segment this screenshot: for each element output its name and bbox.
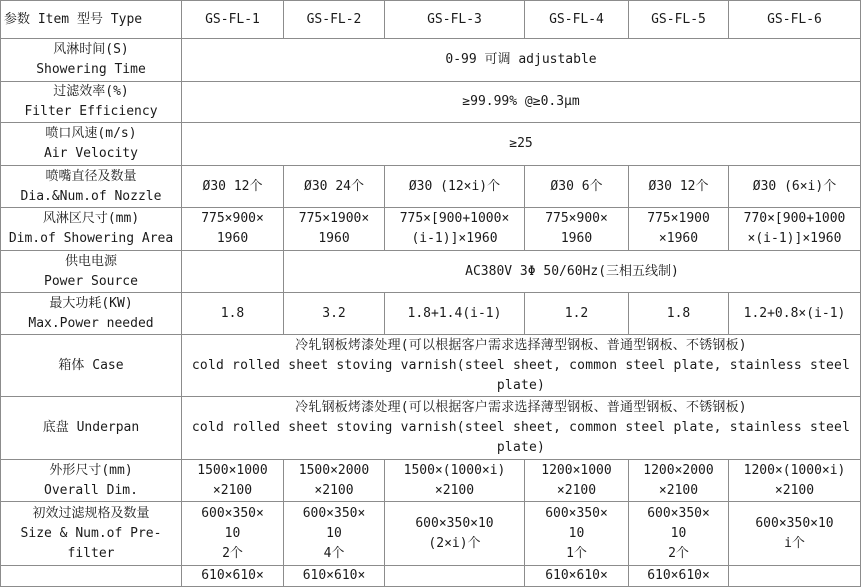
line: (i-1)]×1960: [411, 231, 498, 246]
row-air-velocity: [1, 123, 861, 166]
label-en: Dia.&Num.of Nozzle: [20, 188, 162, 204]
row-case: [1, 335, 861, 397]
line: 10: [224, 525, 241, 541]
label-cn: 最大功耗(KW): [49, 295, 133, 311]
param-header-cell: 参数 Item 型号 Type: [1, 1, 182, 39]
partial-cell-3: [385, 566, 525, 587]
row-power-source: [1, 251, 861, 293]
power-cell-4: 1.2: [525, 293, 629, 335]
partial-cell-5: 610×610×: [629, 566, 729, 587]
nozzle-cell-5: Ø30 12个: [629, 166, 729, 208]
line: 1960: [318, 231, 350, 246]
area-cell-3: [385, 208, 525, 251]
line: ×1960: [658, 231, 699, 246]
nozzle-cell-4: Ø30 6个: [525, 166, 629, 208]
line: 600×350×: [201, 505, 264, 521]
partial-cell-4: 610×610×: [525, 566, 629, 587]
label-cn: 喷嘴直径及数量: [45, 168, 137, 184]
dim-cell-1: [182, 460, 284, 502]
prefilter-cell-5: [629, 502, 729, 566]
label-showering-time: [1, 39, 182, 82]
label-cn: 过滤效率(%): [53, 84, 129, 99]
label-cn: 供电电源: [64, 253, 117, 269]
power-cell-5: 1.8: [629, 293, 729, 335]
label-overall-dim: [1, 460, 182, 502]
partial-cell-1: 610×610×: [182, 566, 284, 587]
row-filter-efficiency: [1, 82, 861, 123]
label-cn: 喷口风速(m/s): [45, 126, 137, 141]
label-showering-area: [1, 208, 182, 251]
line: 775×[900+1000×: [399, 211, 510, 226]
line: (2×i)个: [428, 535, 481, 551]
value-underpan: [182, 397, 861, 460]
value-case: [182, 335, 861, 397]
label-en: Air Velocity: [44, 146, 138, 161]
row-underpan: [1, 397, 861, 460]
line: 1500×(1000×i): [403, 462, 506, 478]
model-header-5: GS-FL-5: [629, 1, 729, 39]
model-header-3: GS-FL-3: [385, 1, 525, 39]
value-en: cold rolled sheet stoving varnish(steel sheet, common steel plate, stainless steel plate): [191, 357, 851, 393]
label-air-velocity: [1, 123, 182, 166]
value-en: cold rolled sheet stoving varnish(steel sheet, common steel plate, stainless steel plate): [191, 420, 851, 455]
area-cell-2: [284, 208, 385, 251]
value-power-source: AC380V 3Φ 50/60Hz(三相五线制): [284, 251, 861, 293]
line: 600×350×: [545, 505, 608, 521]
area-cell-6: [729, 208, 861, 251]
line: ×2100: [212, 482, 253, 498]
label-partial: [1, 566, 182, 587]
dim-cell-3: [385, 460, 525, 502]
line: 1200×2000: [643, 462, 714, 478]
row-showering-time: [1, 39, 861, 82]
nozzle-cell-1: Ø30 12个: [182, 166, 284, 208]
area-cell-1: [182, 208, 284, 251]
line: 775×900×: [545, 211, 608, 226]
row-pre-filter: [1, 502, 861, 566]
empty-cell: [182, 251, 284, 293]
label-max-power: [1, 293, 182, 335]
prefilter-cell-1: [182, 502, 284, 566]
line: 2个: [222, 545, 243, 561]
line: ×2100: [434, 482, 475, 498]
partial-cell-2: 610×610×: [284, 566, 385, 587]
prefilter-cell-4: [525, 502, 629, 566]
power-cell-1: 1.8: [182, 293, 284, 335]
label-en: Overall Dim.: [44, 482, 138, 498]
prefilter-cell-6: [729, 502, 861, 566]
model-header-6: GS-FL-6: [729, 1, 861, 39]
power-cell-6: 1.2+0.8×(i-1): [729, 293, 861, 335]
line: ×2100: [774, 482, 815, 498]
nozzle-cell-3: Ø30 (12×i)个: [385, 166, 525, 208]
row-overall-dim: [1, 460, 861, 502]
partial-cell-6: [729, 566, 861, 587]
line: 1960: [560, 231, 593, 246]
label-en: Showering Time: [36, 62, 146, 77]
prefilter-cell-2: [284, 502, 385, 566]
area-cell-5: [629, 208, 729, 251]
row-showering-area: [1, 208, 861, 251]
value-cn: 冷轧钢板烤漆处理(可以根据客户需求选择薄型钢板、普通型钢板、不锈钢板): [295, 400, 747, 415]
dim-cell-2: [284, 460, 385, 502]
line: 600×350×: [647, 505, 710, 521]
label-cn: 外形尺寸(mm): [49, 462, 133, 478]
label-filter-efficiency: [1, 82, 182, 123]
line: 1个: [566, 545, 587, 561]
line: ×(i-1)]×1960: [747, 231, 842, 246]
power-cell-2: 3.2: [284, 293, 385, 335]
label-en: Power Source: [44, 273, 138, 289]
line: 1200×(1000×i): [743, 462, 846, 478]
line: 1200×1000: [541, 462, 612, 478]
line: 10: [670, 525, 687, 541]
model-header-1: GS-FL-1: [182, 1, 284, 39]
model-header-4: GS-FL-4: [525, 1, 629, 39]
row-max-power: [1, 293, 861, 335]
label-en: Filter Efficiency: [24, 104, 158, 119]
line: 600×350×10: [415, 515, 494, 531]
line: 775×1900: [647, 211, 710, 226]
label-en: Max.Power needed: [28, 315, 154, 331]
value-filter-efficiency: ≥99.99% @≥0.3μm: [182, 82, 861, 123]
line: i个: [784, 535, 805, 551]
line: 600×350×10: [755, 515, 834, 531]
line: 775×1900×: [298, 211, 370, 226]
prefilter-cell-3: [385, 502, 525, 566]
line: 2个: [668, 545, 689, 561]
value-showering-time: 0-99 可调 adjustable: [182, 39, 861, 82]
label-cn: 初效过滤规格及数量: [32, 505, 150, 521]
label-case: 箱体 Case: [1, 335, 182, 397]
line: ×2100: [556, 482, 597, 498]
line: 770×[900+1000: [743, 211, 846, 226]
line: 1960: [216, 231, 249, 246]
area-cell-4: [525, 208, 629, 251]
line: 10: [568, 525, 585, 541]
label-en: Size & Num.of Pre-filter: [20, 525, 162, 561]
dim-cell-4: [525, 460, 629, 502]
row-partial: [1, 566, 861, 587]
nozzle-cell-2: Ø30 24个: [284, 166, 385, 208]
label-pre-filter: [1, 502, 182, 566]
label-en: Dim.of Showering Area: [8, 231, 174, 246]
label-nozzle: [1, 166, 182, 208]
nozzle-cell-6: Ø30 (6×i)个: [729, 166, 861, 208]
label-cn: 风淋时间(S): [53, 42, 129, 57]
model-header-2: GS-FL-2: [284, 1, 385, 39]
line: 1500×2000: [298, 462, 370, 478]
label-power-source: [1, 251, 182, 293]
line: 4个: [323, 545, 345, 561]
line: ×2100: [658, 482, 699, 498]
value-cn: 冷轧钢板烤漆处理(可以根据客户需求选择薄型钢板、普通型钢板、不锈钢板): [295, 337, 747, 353]
dim-cell-5: [629, 460, 729, 502]
line: 10: [326, 525, 342, 541]
line: ×2100: [314, 482, 354, 498]
label-underpan: 底盘 Underpan: [1, 397, 182, 460]
line: 600×350×: [302, 505, 366, 521]
row-nozzle: [1, 166, 861, 208]
dim-cell-6: [729, 460, 861, 502]
label-cn: 风淋区尺寸(mm): [42, 211, 140, 226]
line: 775×900×: [201, 211, 264, 226]
value-air-velocity: ≥25: [182, 123, 861, 166]
power-cell-3: 1.8+1.4(i-1): [385, 293, 525, 335]
header-row: [1, 1, 861, 39]
line: 1500×1000: [197, 462, 268, 478]
